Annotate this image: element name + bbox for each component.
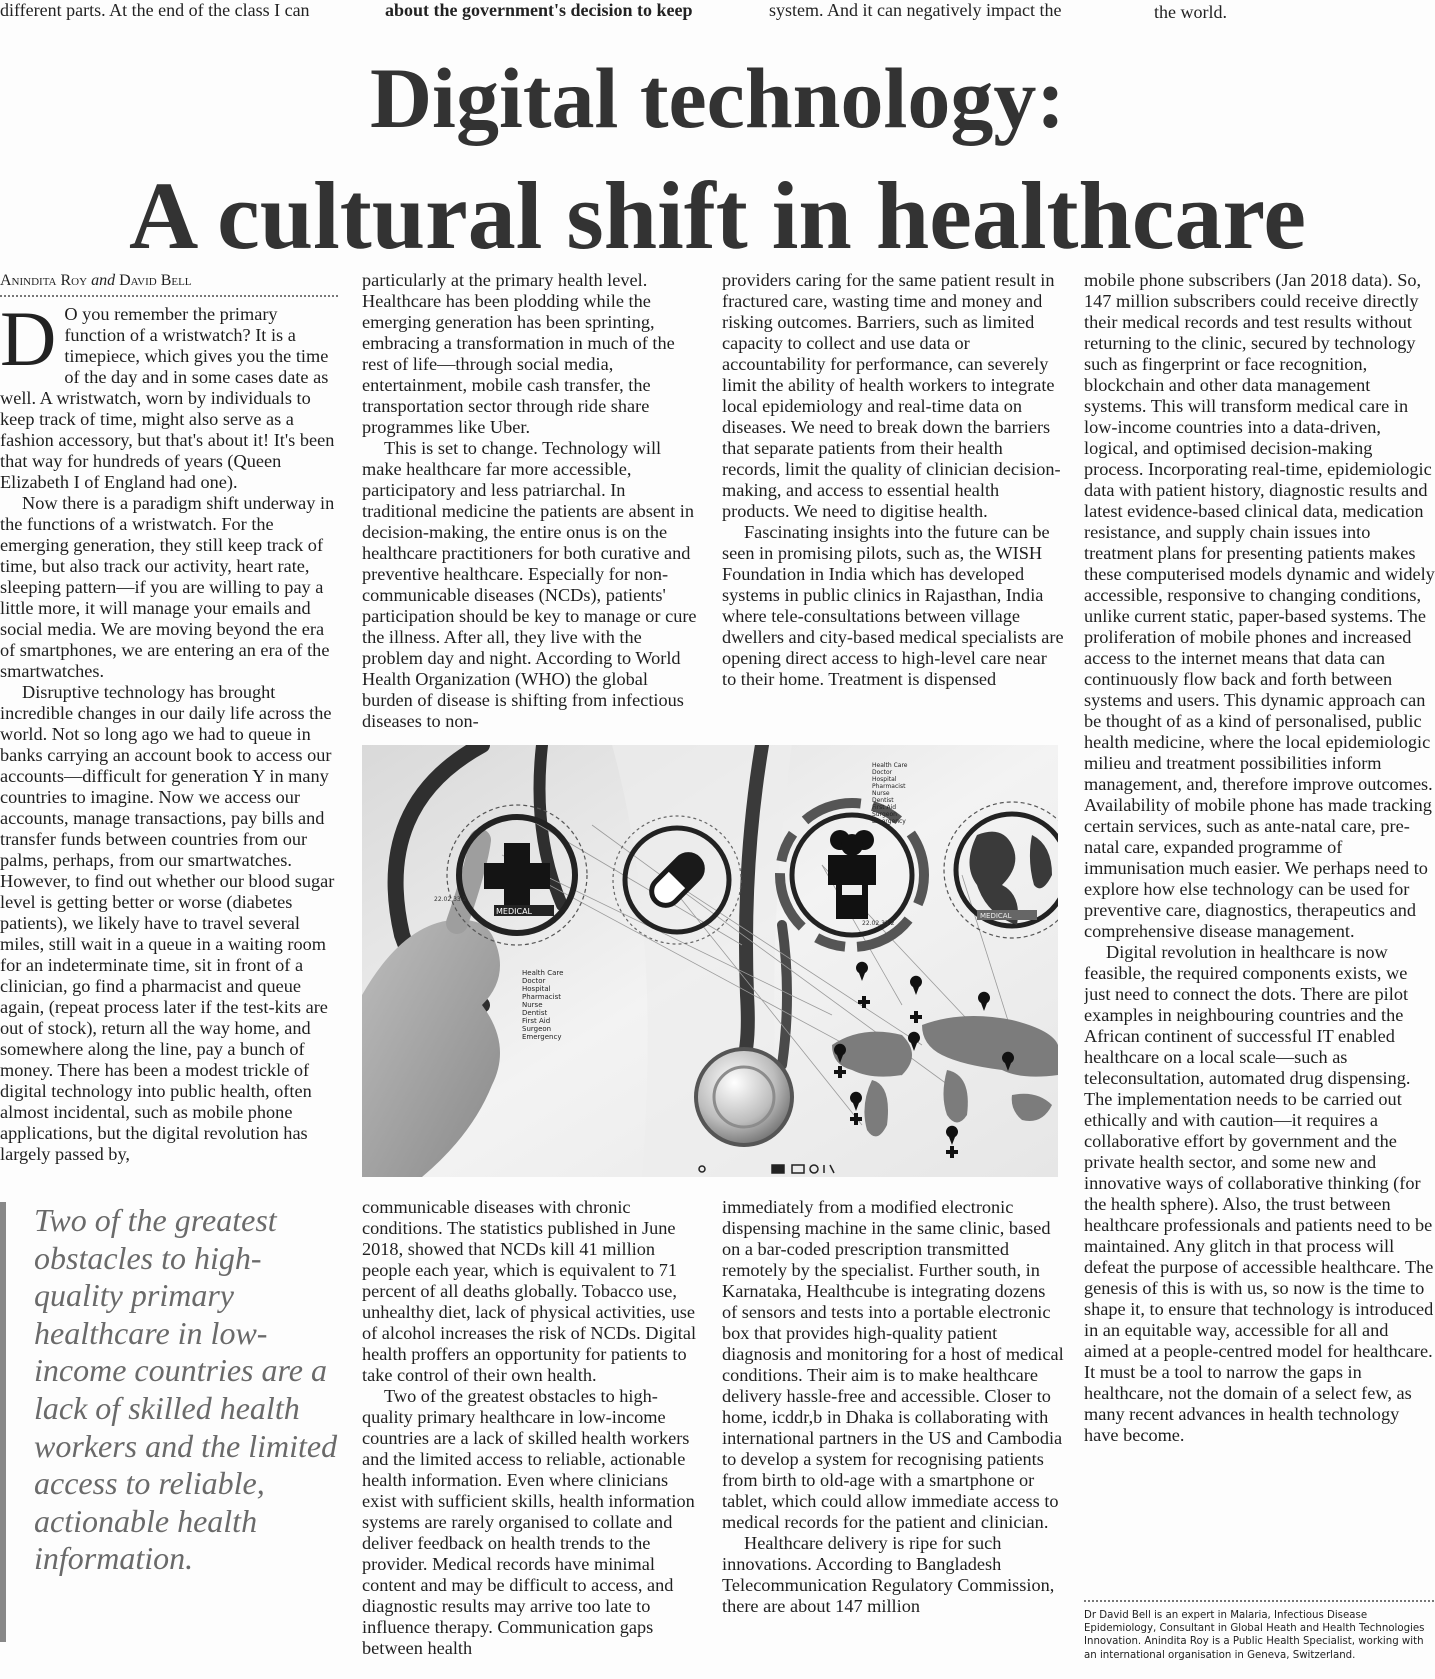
paragraph: O you remember the primary function of a wristwatch? It is a timepiece, which gives you the time of the day and in some cases date as well. A wristwatch, worn by individuals to keep track of time, might also serve as a fashion accessory, but that's about it! It's been that way for hundreds of years (Queen Elizabeth I of England had one).: [0, 304, 335, 492]
headline-line-1: Digital technology:: [369, 50, 1066, 146]
paragraph: communicable diseases with chronic conditions. The statistics published in June 2018, showed that NCDs kill 41 million people each year, which is equivalent to 71 percent of all deaths globally. Tobacco use, unhealthy diet, lack of physical activities, use of alcohol increases the risk of NCDs. Digital health proffers an opportunity for patients to take control of their own health.: [362, 1197, 697, 1385]
top-fragment: system. And it can negatively impact the: [769, 0, 1062, 20]
top-fragment: the world.: [1154, 2, 1227, 22]
list-label: Nurse: [872, 790, 890, 797]
list-label: Doctor: [522, 977, 546, 985]
bio-divider: [1084, 1600, 1434, 1602]
list-label: Dentist: [522, 1009, 548, 1017]
top-strip: [0, 0, 1435, 26]
author-2: David Bell: [119, 272, 192, 289]
paragraph: This is set to change. Technology will make healthcare far more accessible, participatory and less patriarchal. In traditional medicine the patients are absent in decision-making, the entire onus is on the healthcare practitioners for both curative and preventive healthcare. Especially for non-communicable diseases (NCDs), patients' participation should be key to manage or cure the illness. After all, they live with the problem day and night. According to World Health Organization (WHO) the global burden of disease is shifting from infectious diseases to non-: [362, 438, 697, 731]
top-fragment: about the government's decision to keep: [385, 0, 693, 20]
paragraph: mobile phone subscribers (Jan 2018 data). So, 147 million subscribers could receive directly their medical records and test results without returning to the clinic, secured by technology such as fingerprint or face recognition, blockchain and other data management systems. This will transform medical care in low-income countries into a data-driven, logical, and optimised decision-making process. Incorporating real-time, epidemiologic data with patient history, diagnostic results and latest evidence-based clinical data, medication resistance, and supply chain issues into treatment plans for presenting patients makes these computerised models dynamic and widely accessible, responsive to changing conditions, unlike current static, paper-based systems. The proliferation of mobile phones and increased access to the internet means that data can continuously flow back and forth between systems and users. This dynamic approach can be thought of as a kind of personalised, public health medicine, where the local epidemiologic milieu and treatment possibilities inform management, and, therefore improve outcomes. Availability of mobile phone has made tracking certain services, such as ante-natal care, pre-natal care, expanded programme of immunisation much easier. We perhaps need to explore how else technology can be used for preventive care, diagnostics, therapeutics and comprehensive disease management.: [1084, 270, 1435, 941]
paragraph: providers caring for the same patient result in fractured care, wasting time and money and risking outcomes. Barriers, such as limited capacity to collect and use data or accountability for performance, can severely limit the ability of health workers to integrate local epidemiology and real-time data on diseases. We need to break down the barriers that separate patients from their health records, limit the quality of clinician decision-making, and access to essential health products. We need to digitise health.: [722, 270, 1061, 521]
byline-conjunction: and: [91, 272, 116, 289]
author-bio: Dr David Bell is an expert in Malaria, Infectious Disease Epidemiology, Consultant in Global Heath and Health Technologies Innovation. Anindita Roy is a Public Health Specialist, working with an international organisation in Geneva, Switzerland.: [1084, 1610, 1425, 1661]
pull-quote-text: Two of the greatest obstacles to high-quality primary healthcare in low-income countries are a lack of skilled health workers and the limited access to reliable, actionable health information.: [34, 1202, 338, 1577]
list-label: Nurse: [522, 1001, 543, 1009]
list-label: Pharmacist: [872, 783, 906, 790]
list-label: Doctor: [872, 769, 893, 776]
list-label: Hospital: [522, 985, 551, 993]
byline-divider: [0, 295, 338, 297]
column-2-bottom: [362, 1197, 702, 1679]
column-3-bottom: [722, 1197, 1064, 1679]
list-label: Dentist: [872, 797, 894, 804]
paragraph: Two of the greatest obstacles to high-quality primary healthcare in low-income countries are a lack of skilled health workers and the limited access to reliable, actionable health information. Even where clinicians exist with sufficient skills, health information systems are rarely organised to collate and deliver feedback on health trends to the provider. Medical records have minimal content and may be difficult to access, and diagnostic results may arrive too late to influence therapy. Communication gaps between health: [362, 1386, 695, 1658]
list-label: Surgeon: [522, 1025, 552, 1033]
column-4: [1084, 270, 1435, 1596]
paragraph: Digital revolution in healthcare is now feasible, the required components exists, we just need to connect the dots. There are pilot examples in neighbouring countries and the African continent of successful IT enabled healthcare on a local scale—such as teleconsultation, automated drug dispensing. The implementation needs to be carried out ethically and with caution—it requires a collaborative effort by government and the private health sector, and some new and innovative ways of collaborative thinking (for the health sphere). Also, the trust between healthcare professionals and patients need to be maintained. Any glitch in that process will defeat the purpose of accessible healthcare. The genesis of this is with us, so now is the time to shape it, to ensure that technology is introduced in an equitable way, accessible for all and aimed at a people-centred model for healthcare. It must be a tool to narrow the gaps in healthcare, not the domain of a select few, as many recent advances in health technology have become.: [1084, 942, 1434, 1445]
list-label: First Aid: [522, 1017, 551, 1025]
pull-quote: [0, 1202, 346, 1642]
drop-cap: D: [0, 304, 57, 382]
list-label: Surgeon: [872, 811, 897, 818]
stamp-label: 22.02.33.2: [434, 896, 467, 903]
article-photo: [362, 745, 1058, 1177]
list-label: Pharmacist: [522, 993, 561, 1001]
medical-label: MEDICAL: [980, 912, 1012, 920]
photo-illustration: [362, 745, 1058, 1177]
headline-line-2: A cultural shift in healthcare: [129, 162, 1306, 269]
paragraph: immediately from a modified electronic dispensing machine in the same clinic, based on a bar-coded prescription transmitted remotely by the specialist. Further south, in Karnataka, Healthcube is integrating dozens of sensors and tests into a portable electronic box that provides high-quality patient diagnosis and monitoring for a host of medical conditions. Their aim is to make healthcare delivery hassle-free and accessible. Closer to home, icddr,b in Dhaka is collaborating with international partners in the US and Cambodia to develop a system for recognising patients from birth to old-age with a smartphone or tablet, which could allow immediate access to medical records for the patient and clinician.: [722, 1197, 1064, 1532]
paragraph: Disruptive technology has brought incredible changes in our daily life across the world. Not so long ago we had to queue in banks carrying an account book to access our accounts—difficult for generation Y in many countries to imagine. Now we access our accounts, manage transactions, pay bills and transfer funds between countries from our palms, perhaps, from our smartwatches. However, to find out whether our blood sugar level is getting better or worse (diabetes patients), we likely have to travel several miles, still wait in a queue in a waiting room for an indeterminate time, sit in front of a clinician, go find a pharmacist and queue again, (repeat process later if the test-kits are out of stock), return all the way home, and somewhere along the line, pay a bunch of money. There has been a modest trickle of digital technology into public health, often almost incidental, such as mobile phone applications, but the digital revolution has largely passed by,: [0, 682, 335, 1164]
author-1: Anindita Roy: [0, 272, 88, 289]
byline: [0, 272, 340, 290]
list-label: Health Care: [872, 762, 908, 769]
medical-label: MEDICAL: [496, 907, 532, 916]
column-3-top: [722, 270, 1064, 732]
list-label: Emergency: [872, 818, 906, 825]
paragraph: particularly at the primary health level. Healthcare has been plodding while the emerging generation has been sprinting, embracing a transformation in much of the rest of life—through social media, entertainment, mobile cash transfer, the transportation sector through ride share programmes like Uber.: [362, 270, 675, 437]
column-2-top: [362, 270, 702, 732]
stamp-label: 22.02.33.2: [862, 920, 895, 927]
top-fragment: different parts. At the end of the class I can: [0, 0, 310, 20]
paragraph: Now there is a paradigm shift underway in the functions of a wristwatch. For the emerging generation, they still keep track of time, but also track our activity, heart rate, sleeping pattern—if you are willing to pay a little more, it will manage your emails and social media. We are moving beyond the era of smartphones, we are entering an era of the smartwatches.: [0, 493, 335, 681]
paragraph: Healthcare delivery is ripe for such innovations. According to Bangladesh Telecommunication Regulatory Commission, there are about 147 million: [722, 1533, 1055, 1616]
paragraph: Fascinating insights into the future can be seen in promising pilots, such as, the WISH Foundation in India which has developed systems in public clinics in Rajasthan, India where tele-consultations between village dwellers and city-based medical specialists are opening direct access to high-level care near to their home. Treatment is dispensed: [722, 522, 1064, 689]
list-label: Emergency: [522, 1033, 562, 1041]
list-label: First Aid: [872, 804, 897, 811]
list-label: Health Care: [522, 969, 564, 977]
list-label: Hospital: [872, 776, 897, 783]
column-1: [0, 304, 340, 1186]
